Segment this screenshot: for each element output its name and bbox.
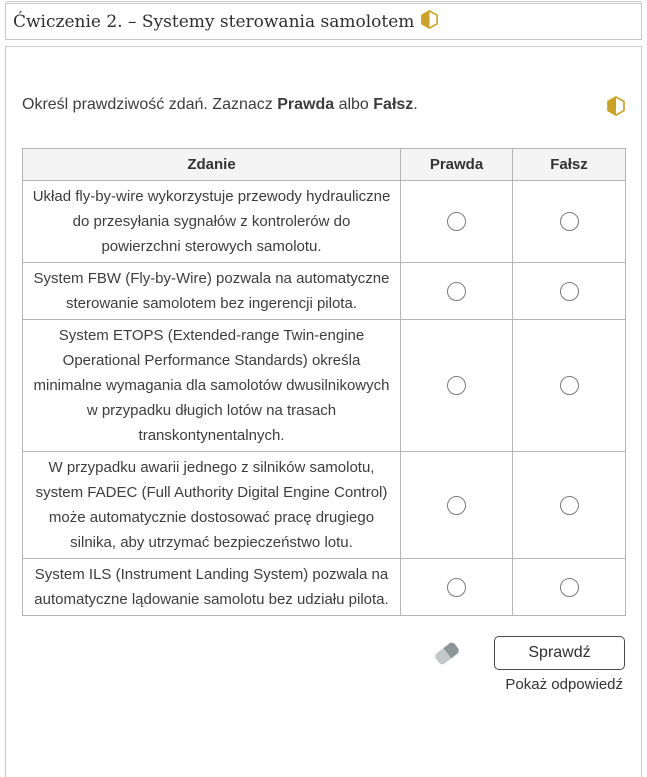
instruction-part-middle: albo bbox=[334, 96, 374, 113]
radio-falsz-row-3[interactable] bbox=[560, 376, 579, 395]
choice-cell-true bbox=[401, 263, 513, 320]
instruction-row bbox=[22, 96, 625, 121]
controls-row bbox=[22, 636, 625, 670]
choice-cell-true bbox=[401, 320, 513, 452]
statement-text: W przypadku awarii jednego z silników samolotu, system FADEC (Full Authority Digital Engine Control) może automatycznie dostosować pracę drugiego silnika, aby utrzymać bezpieczeństwo lotu. bbox=[23, 452, 401, 559]
check-button[interactable]: Sprawdź bbox=[494, 636, 625, 670]
radio-falsz-row-1[interactable] bbox=[560, 212, 579, 231]
difficulty-hexagon-icon bbox=[421, 10, 438, 34]
radio-falsz-row-4[interactable] bbox=[560, 496, 579, 515]
instruction-part-before: Określ prawdziwość zdań. Zaznacz bbox=[22, 96, 278, 113]
choice-cell-true bbox=[401, 452, 513, 559]
choice-cell-false bbox=[513, 320, 626, 452]
choice-cell-true bbox=[401, 181, 513, 263]
table-row bbox=[23, 452, 626, 559]
instruction-text bbox=[22, 96, 418, 114]
statement-text: System FBW (Fly-by-Wire) pozwala na automatyczne sterowanie samolotem bez ingerencji pilota. bbox=[23, 263, 401, 320]
difficulty-hexagon-icon bbox=[607, 96, 625, 121]
choice-cell-false bbox=[513, 559, 626, 616]
header-true: Prawda bbox=[401, 149, 513, 181]
eraser-icon[interactable] bbox=[434, 641, 460, 665]
eraser-icon-shape bbox=[434, 641, 461, 666]
radio-prawda-row-4[interactable] bbox=[447, 496, 466, 515]
choice-cell-false bbox=[513, 263, 626, 320]
show-answer-row bbox=[22, 676, 625, 693]
show-answer-link[interactable]: Pokaż odpowiedź bbox=[505, 676, 623, 693]
table-row bbox=[23, 320, 626, 452]
header-statement: Zdanie bbox=[23, 149, 401, 181]
exercise-title-bar bbox=[5, 3, 642, 40]
instruction-emph-false: Fałsz bbox=[373, 96, 414, 113]
radio-prawda-row-5[interactable] bbox=[447, 578, 466, 597]
table-row bbox=[23, 181, 626, 263]
choice-cell-true bbox=[401, 559, 513, 616]
exercise-body-panel bbox=[5, 46, 642, 777]
table-row bbox=[23, 263, 626, 320]
statement-text: System ILS (Instrument Landing System) pozwala na automatyczne lądowanie samolotu bez udziału pilota. bbox=[23, 559, 401, 616]
statement-text: System ETOPS (Extended-range Twin-engine Operational Performance Standards) określa minimalne wymagania dla samolotów dwusilnikowych w przypadku długich lotów na trasach transkontynentalnych. bbox=[23, 320, 401, 452]
radio-falsz-row-5[interactable] bbox=[560, 578, 579, 597]
radio-prawda-row-2[interactable] bbox=[447, 282, 466, 301]
radio-prawda-row-3[interactable] bbox=[447, 376, 466, 395]
exercise-title: Ćwiczenie 2. – Systemy sterowania samolotem bbox=[13, 11, 415, 32]
choice-cell-false bbox=[513, 181, 626, 263]
statement-text: Układ fly-by-wire wykorzystuje przewody hydrauliczne do przesyłania sygnałów z kontrolerów do powierzchni sterowych samolotu. bbox=[23, 181, 401, 263]
radio-prawda-row-1[interactable] bbox=[447, 212, 466, 231]
instruction-part-after: . bbox=[413, 96, 418, 113]
table-row bbox=[23, 559, 626, 616]
previous-section-divider bbox=[6, 1, 641, 2]
header-false: Fałsz bbox=[513, 149, 626, 181]
choice-cell-false bbox=[513, 452, 626, 559]
radio-falsz-row-2[interactable] bbox=[560, 282, 579, 301]
table-header-row bbox=[23, 149, 626, 181]
instruction-emph-true: Prawda bbox=[277, 96, 335, 113]
true-false-table bbox=[22, 148, 626, 616]
